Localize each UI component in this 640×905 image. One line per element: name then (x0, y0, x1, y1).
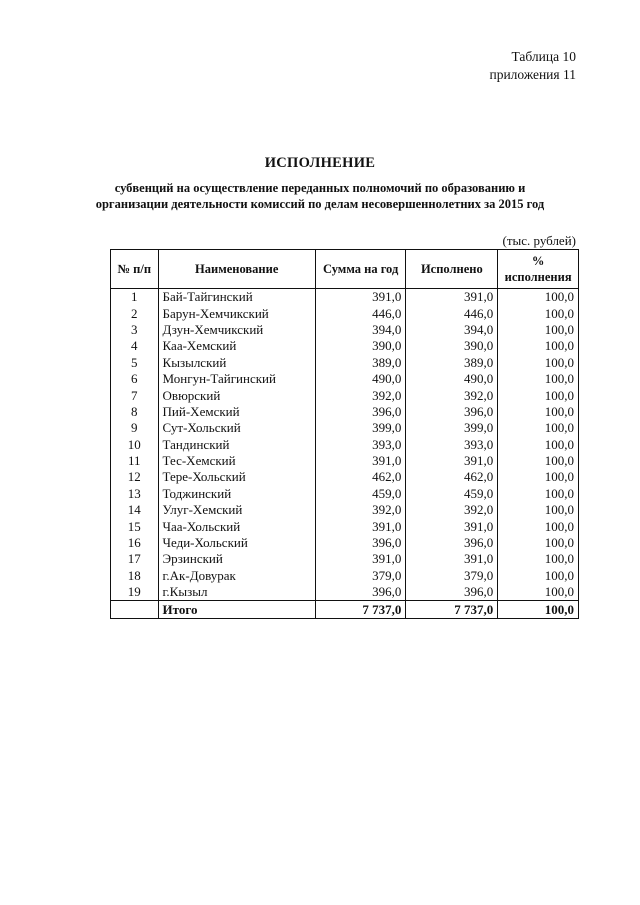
cell-name: Тес-Хемский (158, 453, 315, 469)
cell-name: Сут-Хольский (158, 420, 315, 436)
cell-done: 396,0 (406, 404, 498, 420)
cell-name: Тандинский (158, 437, 315, 453)
cell-done: 391,0 (406, 518, 498, 534)
document-subtitle (90, 180, 550, 212)
cell-done: 390,0 (406, 338, 498, 354)
table-row (111, 305, 579, 321)
cell-num: 18 (111, 568, 159, 584)
cell-done: 490,0 (406, 371, 498, 387)
table-row (111, 289, 579, 306)
table-total-row (111, 601, 579, 618)
cell-pct: 100,0 (498, 518, 579, 534)
cell-num: 13 (111, 486, 159, 502)
cell-num: 17 (111, 551, 159, 567)
table-row (111, 584, 579, 601)
cell-pct: 100,0 (498, 568, 579, 584)
cell-plan: 459,0 (315, 486, 406, 502)
subtitle-line1: субвенций на осуществление переданных полномочий по образованию и (114, 181, 526, 195)
cell-done: 462,0 (406, 469, 498, 485)
cell-num: 16 (111, 535, 159, 551)
cell-name: Каа-Хемский (158, 338, 315, 354)
cell-plan: 379,0 (315, 568, 406, 584)
cell-plan: 392,0 (315, 502, 406, 518)
cell-done: 459,0 (406, 486, 498, 502)
table-row (111, 437, 579, 453)
cell-pct: 100,0 (498, 387, 579, 403)
cell-name: Тере-Хольский (158, 469, 315, 485)
table-row (111, 535, 579, 551)
cell-num: 1 (111, 289, 159, 306)
cell-num: 12 (111, 469, 159, 485)
table-row (111, 469, 579, 485)
table-row (111, 322, 579, 338)
table-row (111, 387, 579, 403)
cell-pct: 100,0 (498, 305, 579, 321)
cell-pct: 100,0 (498, 437, 579, 453)
cell-num: 5 (111, 355, 159, 371)
cell-name: Дзун-Хемчикский (158, 322, 315, 338)
cell-done: 394,0 (406, 322, 498, 338)
cell-num: 3 (111, 322, 159, 338)
subtitle-line2: организации деятельности комиссий по делам несовершеннолетних за 2015 год (95, 197, 545, 211)
cell-plan: 391,0 (315, 518, 406, 534)
table-row (111, 371, 579, 387)
table-row (111, 551, 579, 567)
cell-num: 4 (111, 338, 159, 354)
col-plan-header: Сумма на год (315, 250, 406, 289)
cell-pct: 100,0 (498, 322, 579, 338)
cell-num: 14 (111, 502, 159, 518)
cell-pct: 100,0 (498, 535, 579, 551)
col-name-header: Наименование (158, 250, 315, 289)
cell-name: г.Кызыл (158, 584, 315, 601)
cell-plan: 394,0 (315, 322, 406, 338)
table-row (111, 486, 579, 502)
cell-name: Кызылский (158, 355, 315, 371)
cell-pct: 100,0 (498, 355, 579, 371)
cell-pct: 100,0 (498, 551, 579, 567)
cell-done: 396,0 (406, 535, 498, 551)
cell-done: 446,0 (406, 305, 498, 321)
cell-name: Тоджинский (158, 486, 315, 502)
table-body (111, 289, 579, 619)
cell-name: Овюрский (158, 387, 315, 403)
cell-plan: 390,0 (315, 338, 406, 354)
table-row (111, 518, 579, 534)
cell-name: Улуг-Хемский (158, 502, 315, 518)
cell-plan: 446,0 (315, 305, 406, 321)
cell-name: Барун-Хемчикский (158, 305, 315, 321)
cell-plan: 389,0 (315, 355, 406, 371)
col-pct-header-line1: % (531, 254, 545, 268)
cell-pct: 100,0 (498, 502, 579, 518)
cell-num: 2 (111, 305, 159, 321)
cell-done: 396,0 (406, 584, 498, 601)
cell-plan: 391,0 (315, 551, 406, 567)
cell-pct: 100,0 (498, 371, 579, 387)
col-pct-header-line2: исполнения (504, 270, 572, 284)
cell-pct: 100,0 (498, 584, 579, 601)
cell-plan: 392,0 (315, 387, 406, 403)
cell-done: 379,0 (406, 568, 498, 584)
table-reference (489, 48, 576, 84)
table-row (111, 453, 579, 469)
execution-table (110, 249, 579, 619)
cell-name: Эрзинский (158, 551, 315, 567)
total-cell-done: 7 737,0 (406, 601, 498, 618)
total-cell-name: Итого (158, 601, 315, 618)
cell-pct: 100,0 (498, 453, 579, 469)
cell-pct: 100,0 (498, 486, 579, 502)
cell-name: Бай-Тайгинский (158, 289, 315, 306)
table-row (111, 404, 579, 420)
table-ref-line1: Таблица 10 (511, 49, 576, 64)
cell-num: 15 (111, 518, 159, 534)
cell-name: Пий-Хемский (158, 404, 315, 420)
table-header-row (111, 250, 579, 289)
cell-pct: 100,0 (498, 289, 579, 306)
col-num-header: № п/п (111, 250, 159, 289)
cell-plan: 396,0 (315, 404, 406, 420)
table-row (111, 502, 579, 518)
units-label: (тыс. рублей) (502, 233, 576, 248)
col-done-header: Исполнено (406, 250, 498, 289)
cell-num: 11 (111, 453, 159, 469)
cell-num: 9 (111, 420, 159, 436)
cell-name: Чеди-Хольский (158, 535, 315, 551)
cell-plan: 396,0 (315, 584, 406, 601)
table-row (111, 338, 579, 354)
table-ref-line2: приложения 11 (489, 67, 576, 82)
total-cell-num (111, 601, 159, 618)
cell-done: 392,0 (406, 502, 498, 518)
cell-pct: 100,0 (498, 469, 579, 485)
document-title: ИСПОЛНЕНИЕ (264, 155, 376, 171)
table-row (111, 355, 579, 371)
cell-pct: 100,0 (498, 420, 579, 436)
cell-pct: 100,0 (498, 404, 579, 420)
cell-plan: 462,0 (315, 469, 406, 485)
cell-pct: 100,0 (498, 338, 579, 354)
cell-num: 8 (111, 404, 159, 420)
cell-num: 6 (111, 371, 159, 387)
table-row (111, 568, 579, 584)
table-row (111, 420, 579, 436)
cell-plan: 391,0 (315, 289, 406, 306)
cell-plan: 399,0 (315, 420, 406, 436)
cell-name: г.Ак-Довурак (158, 568, 315, 584)
cell-done: 393,0 (406, 437, 498, 453)
cell-plan: 393,0 (315, 437, 406, 453)
col-pct-header (498, 250, 579, 289)
cell-done: 392,0 (406, 387, 498, 403)
cell-name: Монгун-Тайгинский (158, 371, 315, 387)
cell-done: 391,0 (406, 289, 498, 306)
cell-plan: 396,0 (315, 535, 406, 551)
total-cell-plan: 7 737,0 (315, 601, 406, 618)
cell-num: 10 (111, 437, 159, 453)
cell-plan: 490,0 (315, 371, 406, 387)
cell-num: 7 (111, 387, 159, 403)
total-cell-pct: 100,0 (498, 601, 579, 618)
cell-done: 389,0 (406, 355, 498, 371)
cell-plan: 391,0 (315, 453, 406, 469)
cell-num: 19 (111, 584, 159, 601)
cell-done: 391,0 (406, 453, 498, 469)
cell-done: 399,0 (406, 420, 498, 436)
cell-done: 391,0 (406, 551, 498, 567)
cell-name: Чаа-Хольский (158, 518, 315, 534)
